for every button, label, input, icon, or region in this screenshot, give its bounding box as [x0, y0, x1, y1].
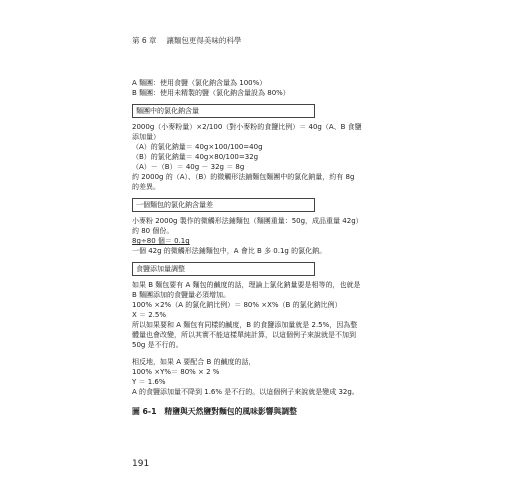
running-header: [132, 35, 241, 46]
section1-line: 約 2000g 的（A）、（B）的微觸形法鋪麵包麵團中的氯化鈉量，約有 8g: [132, 173, 355, 181]
section2-line: 8g÷80 個＝ 0.1g: [132, 237, 190, 245]
main-content: [132, 78, 392, 417]
intro-line-b: B 麵團：使用未精製的鹽（氯化鈉含量設為 80%）: [132, 89, 290, 97]
figure-caption: 圖 6-1 精鹽與天然鹽對麵包的風味影響與調整: [132, 407, 297, 416]
section3-line: 體量也會改變，所以其實不能這樣單純計算，以這個例子來說就是不加到: [132, 331, 356, 339]
section1-line: （A）的氯化鈉量＝ 40g×100/100=40g: [132, 143, 263, 151]
section-box-sodium-content: 麵團中的氯化鈉含量: [132, 104, 315, 118]
section-box-salt-adjustment: 食鹽添加量調整: [132, 262, 315, 276]
section3-line: B 麵團添加的食鹽量必須增加。: [132, 291, 231, 299]
chapter-title: 讓麵包更得美味的科學: [166, 36, 242, 45]
section3-line: A 的食鹽添加量不降到 1.6% 是不行的。以這個例子來說就是變成 32g。: [132, 388, 359, 396]
section1-line: 的差異。: [132, 183, 160, 191]
section1-line: （B）的氯化鈉量＝ 40g×80/100=32g: [132, 153, 259, 161]
section-box-per-bread: 一個麵包的氯化鈉含量差: [132, 198, 315, 212]
section1-line: 添加量）: [132, 133, 160, 141]
section3-line: 100% ×Y%＝ 80% × 2 %: [132, 368, 220, 376]
section3-line: 100% ×2%（A 的氯化鈉比例）＝ 80% ×X%（B 的氯化鈉比例）: [132, 301, 342, 309]
section1-line: （A）－（B）＝ 40g － 32g ＝ 8g: [132, 163, 245, 171]
chapter-label: 第 6 章: [132, 36, 157, 45]
section2-line: 小麥粉 2000g 製作的微觸形法鋪麵包（麵團重量：50g，成品重量 42g）: [132, 217, 363, 225]
section3-line: 相反地，如果 A 要配合 B 的鹹度的話，: [132, 358, 256, 366]
section3-line: X ＝ 2.5%: [132, 311, 167, 319]
section3-line: 所以如果要和 A 麵包有同樣的鹹度，B 的食鹽添加量就是 2.5%，因為整: [132, 321, 358, 329]
section3-line: 50g 是不行的。: [132, 341, 183, 349]
section2-line: 約 80 個份。: [132, 227, 174, 235]
section1-line: 2000g（小麥粉量）×2/100（對小麥粉的食鹽比例）＝ 40g（A、B 食鹽: [132, 123, 362, 131]
section3-line: 如果 B 麵包要有 A 麵包的鹹度的話，理論上氯化鈉量要是相等的，也就是: [132, 281, 361, 289]
page-number: 191: [132, 459, 150, 469]
section2-line: 一個 42g 的微觸形法鋪麵包中，A 會比 B 多 0.1g 的氯化鈉。: [132, 247, 327, 255]
intro-line-a: A 麵團：使用食鹽（氯化鈉含量為 100%）: [132, 79, 267, 87]
section3-line: Y ＝ 1.6%: [132, 378, 166, 386]
